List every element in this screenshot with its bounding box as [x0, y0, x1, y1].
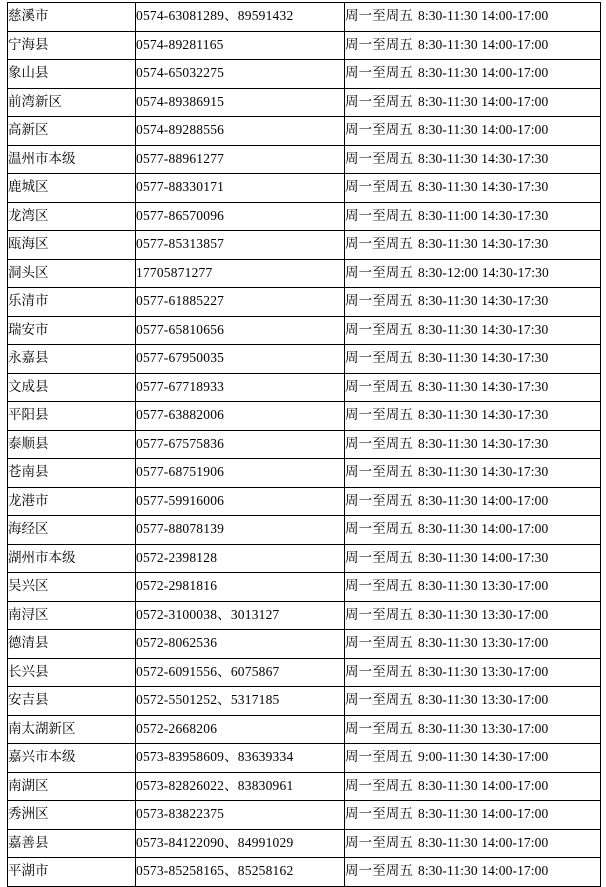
- cell-region: 龙湾区: [8, 202, 136, 231]
- cell-phone: 0572-2981816: [136, 573, 345, 602]
- cell-region: 南湖区: [8, 772, 136, 801]
- cell-phone: 0577-68751906: [136, 459, 345, 488]
- hours-times: 8:30-11:30 14:00-17:00: [418, 806, 549, 822]
- table-row: [8, 345, 601, 374]
- cell-hours: [345, 145, 601, 174]
- hours-days: 周一至周五: [345, 720, 413, 736]
- cell-region: 洞头区: [8, 259, 136, 288]
- cell-hours: [345, 402, 601, 431]
- cell-phone: 0573-83822375: [136, 801, 345, 830]
- hours-days: 周一至周五: [345, 264, 413, 280]
- cell-region: 泰顺县: [8, 430, 136, 459]
- hours-days: 周一至周五: [345, 663, 413, 679]
- cell-region: 安吉县: [8, 687, 136, 716]
- document-page: [0, 2, 606, 879]
- hours-times: 8:30-11:30 13:30-17:00: [418, 720, 549, 736]
- cell-hours: [345, 829, 601, 858]
- cell-region: 嘉善县: [8, 829, 136, 858]
- cell-region: 象山县: [8, 60, 136, 89]
- hours-days: 周一至周五: [345, 521, 413, 537]
- cell-phone: 0577-67718933: [136, 373, 345, 402]
- cell-phone: 0577-61885227: [136, 288, 345, 317]
- table-row: [8, 544, 601, 573]
- hours-times: 8:30-11:30 14:30-17:30: [418, 293, 549, 309]
- cell-hours: [345, 345, 601, 374]
- table-row: [8, 288, 601, 317]
- table-row: [8, 174, 601, 203]
- cell-hours: [345, 373, 601, 402]
- table-row: [8, 573, 601, 602]
- cell-region: 乐清市: [8, 288, 136, 317]
- table-row: [8, 829, 601, 858]
- table-row: [8, 801, 601, 830]
- contact-table: [7, 2, 601, 887]
- table-row: [8, 31, 601, 60]
- cell-region: 鹿城区: [8, 174, 136, 203]
- cell-hours: [345, 772, 601, 801]
- cell-region: 平湖市: [8, 858, 136, 887]
- cell-hours: [345, 573, 601, 602]
- cell-phone: 0572-8062536: [136, 630, 345, 659]
- hours-times: 8:30-11:30 14:30-17:30: [418, 435, 549, 451]
- hours-times: 8:30-11:30 14:00-17:00: [418, 122, 549, 138]
- cell-phone: 0573-85258165、85258162: [136, 858, 345, 887]
- table-row: [8, 60, 601, 89]
- cell-region: 平阳县: [8, 402, 136, 431]
- hours-days: 周一至周五: [345, 863, 413, 879]
- table-row: [8, 145, 601, 174]
- table-row: [8, 516, 601, 545]
- cell-region: 吴兴区: [8, 573, 136, 602]
- hours-days: 周一至周五: [345, 806, 413, 822]
- hours-days: 周一至周五: [345, 378, 413, 394]
- table-row: [8, 430, 601, 459]
- cell-hours: [345, 259, 601, 288]
- cell-hours: [345, 288, 601, 317]
- cell-hours: [345, 744, 601, 773]
- hours-times: 9:00-11:30 14:30-17:00: [418, 749, 549, 765]
- cell-phone: 0577-88330171: [136, 174, 345, 203]
- table-row: [8, 459, 601, 488]
- hours-times: 8:30-11:30 13:30-17:00: [418, 692, 549, 708]
- hours-days: 周一至周五: [345, 435, 413, 451]
- cell-phone: 0574-89288556: [136, 117, 345, 146]
- hours-days: 周一至周五: [345, 692, 413, 708]
- cell-hours: [345, 601, 601, 630]
- hours-times: 8:30-11:30 14:30-17:30: [418, 321, 549, 337]
- cell-hours: [345, 687, 601, 716]
- hours-times: 8:30-11:00 14:30-17:30: [418, 207, 549, 223]
- hours-times: 8:30-11:30 14:00-17:30: [418, 549, 549, 565]
- hours-times: 8:30-11:30 14:00-17:00: [418, 521, 549, 537]
- cell-region: 德清县: [8, 630, 136, 659]
- cell-phone: 0577-85313857: [136, 231, 345, 260]
- hours-days: 周一至周五: [345, 236, 413, 252]
- cell-hours: [345, 487, 601, 516]
- hours-days: 周一至周五: [345, 606, 413, 622]
- hours-times: 8:30-11:30 14:30-17:30: [418, 179, 549, 195]
- hours-days: 周一至周五: [345, 578, 413, 594]
- cell-hours: [345, 88, 601, 117]
- cell-region: 海经区: [8, 516, 136, 545]
- table-row: [8, 202, 601, 231]
- cell-hours: [345, 430, 601, 459]
- cell-phone: 0572-6091556、6075867: [136, 658, 345, 687]
- hours-times: 8:30-11:30 14:30-17:30: [418, 236, 549, 252]
- hours-times: 8:30-11:30 14:00-17:00: [418, 492, 549, 508]
- hours-times: 8:30-11:30 14:30-17:30: [418, 464, 549, 480]
- hours-times: 8:30-12:00 14:30-17:30: [418, 264, 549, 280]
- hours-times: 8:30-11:30 14:00-17:00: [418, 777, 549, 793]
- cell-phone: 0577-59916006: [136, 487, 345, 516]
- cell-region: 南浔区: [8, 601, 136, 630]
- hours-times: 8:30-11:30 13:30-17:00: [418, 663, 549, 679]
- hours-days: 周一至周五: [345, 635, 413, 651]
- table-row: [8, 316, 601, 345]
- hours-days: 周一至周五: [345, 321, 413, 337]
- cell-phone: 0572-5501252、5317185: [136, 687, 345, 716]
- table-row: [8, 715, 601, 744]
- cell-hours: [345, 459, 601, 488]
- table-row: [8, 373, 601, 402]
- cell-phone: 0574-63081289、89591432: [136, 3, 345, 32]
- cell-hours: [345, 31, 601, 60]
- hours-days: 周一至周五: [345, 8, 413, 24]
- cell-phone: 0577-63882006: [136, 402, 345, 431]
- cell-hours: [345, 60, 601, 89]
- cell-hours: [345, 630, 601, 659]
- hours-times: 8:30-11:30 14:30-17:30: [418, 150, 549, 166]
- table-row: [8, 259, 601, 288]
- cell-region: 温州市本级: [8, 145, 136, 174]
- table-row: [8, 402, 601, 431]
- table-row: [8, 601, 601, 630]
- hours-days: 周一至周五: [345, 122, 413, 138]
- cell-phone: 0573-83958609、83639334: [136, 744, 345, 773]
- cell-hours: [345, 202, 601, 231]
- hours-times: 8:30-11:30 14:30-17:30: [418, 378, 549, 394]
- table-row: [8, 858, 601, 887]
- hours-times: 8:30-11:30 14:00-17:00: [418, 863, 549, 879]
- cell-region: 嘉兴市本级: [8, 744, 136, 773]
- hours-days: 周一至周五: [345, 293, 413, 309]
- table-row: [8, 772, 601, 801]
- hours-times: 8:30-11:30 14:00-17:00: [418, 36, 549, 52]
- hours-times: 8:30-11:30 14:30-17:30: [418, 407, 549, 423]
- hours-times: 8:30-11:30 14:00-17:00: [418, 8, 549, 24]
- cell-hours: [345, 316, 601, 345]
- cell-region: 龙港市: [8, 487, 136, 516]
- cell-phone: 17705871277: [136, 259, 345, 288]
- cell-phone: 0577-67950035: [136, 345, 345, 374]
- hours-times: 8:30-11:30 14:00-17:00: [418, 65, 549, 81]
- cell-phone: 0577-67575836: [136, 430, 345, 459]
- cell-region: 前湾新区: [8, 88, 136, 117]
- table-row: [8, 658, 601, 687]
- cell-hours: [345, 715, 601, 744]
- hours-days: 周一至周五: [345, 350, 413, 366]
- table-row: [8, 3, 601, 32]
- cell-phone: 0577-88078139: [136, 516, 345, 545]
- hours-days: 周一至周五: [345, 36, 413, 52]
- cell-phone: 0573-84122090、84991029: [136, 829, 345, 858]
- cell-phone: 0572-2668206: [136, 715, 345, 744]
- cell-region: 苍南县: [8, 459, 136, 488]
- hours-days: 周一至周五: [345, 179, 413, 195]
- hours-days: 周一至周五: [345, 549, 413, 565]
- hours-times: 8:30-11:30 14:00-17:00: [418, 834, 549, 850]
- cell-region: 南太湖新区: [8, 715, 136, 744]
- cell-hours: [345, 858, 601, 887]
- cell-hours: [345, 658, 601, 687]
- cell-region: 慈溪市: [8, 3, 136, 32]
- table-row: [8, 487, 601, 516]
- table-row: [8, 231, 601, 260]
- hours-times: 8:30-11:30 14:00-17:00: [418, 93, 549, 109]
- table-row: [8, 687, 601, 716]
- hours-times: 8:30-11:30 13:30-17:00: [418, 578, 549, 594]
- table-row: [8, 88, 601, 117]
- cell-hours: [345, 801, 601, 830]
- cell-phone: 0573-82826022、83830961: [136, 772, 345, 801]
- hours-times: 8:30-11:30 13:30-17:00: [418, 635, 549, 651]
- hours-days: 周一至周五: [345, 207, 413, 223]
- cell-phone: 0574-65032275: [136, 60, 345, 89]
- cell-region: 永嘉县: [8, 345, 136, 374]
- table-row: [8, 117, 601, 146]
- hours-days: 周一至周五: [345, 834, 413, 850]
- cell-region: 秀洲区: [8, 801, 136, 830]
- hours-times: 8:30-11:30 14:30-17:30: [418, 350, 549, 366]
- cell-phone: 0577-65810656: [136, 316, 345, 345]
- hours-days: 周一至周五: [345, 150, 413, 166]
- table-body: [8, 3, 601, 887]
- cell-phone: 0574-89386915: [136, 88, 345, 117]
- hours-days: 周一至周五: [345, 407, 413, 423]
- cell-hours: [345, 544, 601, 573]
- cell-phone: 0572-3100038、3013127: [136, 601, 345, 630]
- hours-days: 周一至周五: [345, 492, 413, 508]
- cell-hours: [345, 117, 601, 146]
- hours-times: 8:30-11:30 13:30-17:00: [418, 606, 549, 622]
- cell-phone: 0572-2398128: [136, 544, 345, 573]
- table-row: [8, 744, 601, 773]
- table-row: [8, 630, 601, 659]
- cell-region: 长兴县: [8, 658, 136, 687]
- cell-phone: 0577-86570096: [136, 202, 345, 231]
- cell-hours: [345, 231, 601, 260]
- cell-phone: 0577-88961277: [136, 145, 345, 174]
- cell-region: 瑞安市: [8, 316, 136, 345]
- cell-region: 宁海县: [8, 31, 136, 60]
- hours-days: 周一至周五: [345, 464, 413, 480]
- cell-region: 瓯海区: [8, 231, 136, 260]
- hours-days: 周一至周五: [345, 749, 413, 765]
- cell-hours: [345, 516, 601, 545]
- hours-days: 周一至周五: [345, 93, 413, 109]
- hours-days: 周一至周五: [345, 65, 413, 81]
- cell-region: 湖州市本级: [8, 544, 136, 573]
- cell-hours: [345, 174, 601, 203]
- cell-phone: 0574-89281165: [136, 31, 345, 60]
- hours-days: 周一至周五: [345, 777, 413, 793]
- cell-region: 高新区: [8, 117, 136, 146]
- cell-region: 文成县: [8, 373, 136, 402]
- cell-hours: [345, 3, 601, 32]
